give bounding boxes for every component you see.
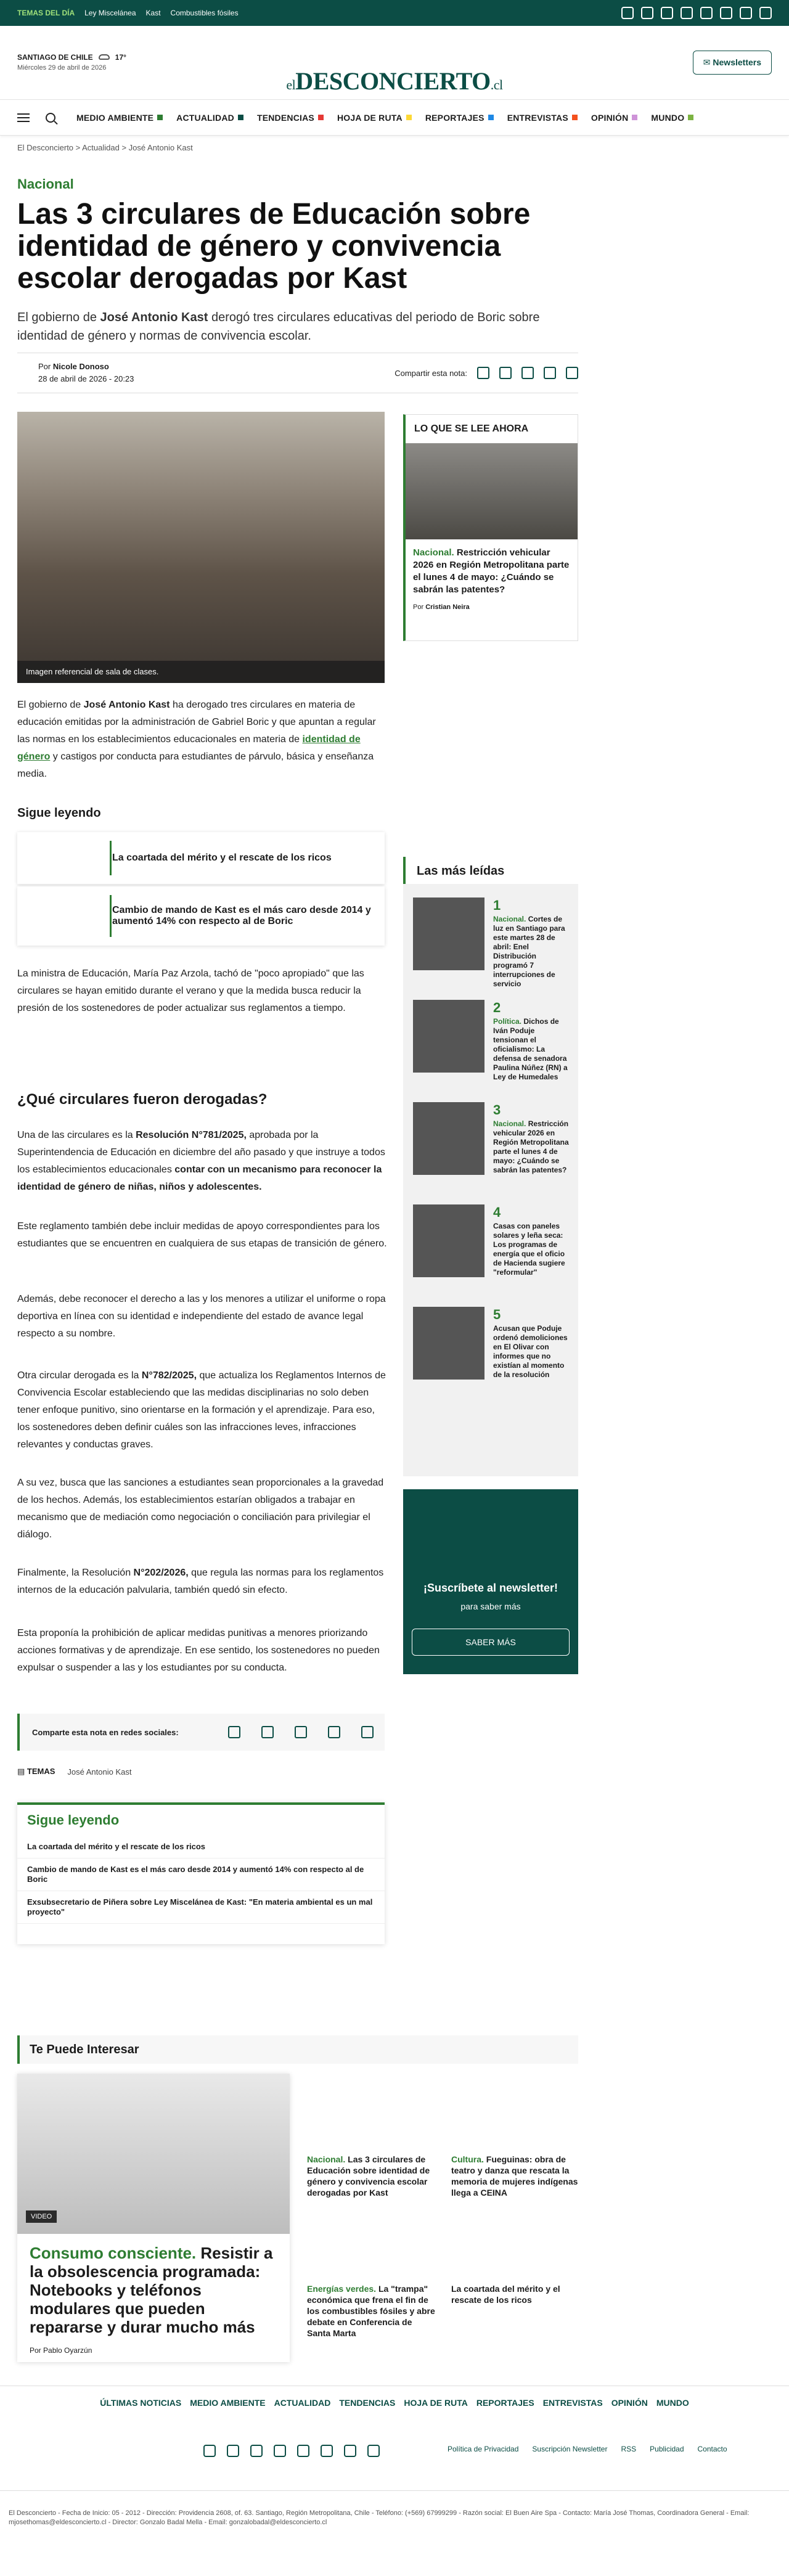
- article-title: Las 3 circulares de Educación sobre identidad de género y convivencia escolar derogadas por Kast: [17, 198, 531, 295]
- story-thumbnail: [413, 1102, 484, 1175]
- footer-social: [203, 2445, 380, 2457]
- legal-text: El Desconcierto - Fecha de Inicio: 05 - 2012 - Dirección: Providencia 2608, of. 63. Santiago, Región Metropolitana, Chile - Teléfono: (+569) 67999299 - Razón social: El Buen Aire Spa - Contacto: María José Thomas, Coordinadora General - Email: mjosethomas@eldesconcierto.cl - Director: Gonzalo Badal Mella - Email: gonzalobadal@eldesconcierto.cl: [9, 2509, 750, 2526]
- mas-leidas: [403, 857, 578, 1476]
- newsletter-title: ¡Suscríbete al newsletter!: [423, 1582, 558, 1594]
- footer-nav-item[interactable]: HOJA DE RUTA: [404, 2398, 468, 2408]
- nav-item[interactable]: OPINIÓN: [591, 113, 638, 123]
- telegram-share-icon[interactable]: [361, 1726, 374, 1738]
- saber-mas-button[interactable]: SABER MÁS: [412, 1629, 570, 1656]
- facebook-share-icon[interactable]: [477, 367, 489, 379]
- ranked-story[interactable]: [413, 898, 571, 988]
- whatsapp-share-icon[interactable]: [521, 367, 534, 379]
- identidad-genero-link[interactable]: identidad de género: [17, 734, 361, 762]
- story-thumbnail: [413, 1307, 484, 1380]
- telegram-share-icon[interactable]: [566, 367, 578, 379]
- newsletter-subtitle: para saber más: [460, 1601, 521, 1611]
- article-subtitle: El gobierno de José Antonio Kast derogó tres circulares educativas del periodo de Boric sobre identidad de género y normas de convivencia escolar.: [17, 311, 540, 343]
- nav-item[interactable]: REPORTAJES: [425, 113, 494, 123]
- instagram-icon[interactable]: [250, 2445, 263, 2457]
- menu-icon[interactable]: [17, 113, 30, 122]
- footer-link[interactable]: Política de Privacidad: [448, 2445, 519, 2453]
- nav-color-marker: [688, 115, 693, 120]
- sigue-leyendo-title: Sigue leyendo: [27, 1812, 120, 1828]
- footer-links: [448, 2445, 727, 2453]
- nav-color-marker: [157, 115, 163, 120]
- social-links: [621, 7, 772, 19]
- paragraph: La ministra de Educación, María Paz Arzola, tachó de "poco apropiado" que las circulares se hayan emitido durante el verano y que la medida busca reducir la presión de los sostenedores de poder actualizar sus reglamentos a tiempo.: [17, 968, 364, 1013]
- hero-image: [17, 412, 385, 683]
- rank-number: 4: [493, 1204, 501, 1220]
- email-share-icon[interactable]: [328, 1726, 340, 1738]
- instagram-icon[interactable]: [661, 7, 673, 19]
- related-link[interactable]: Exsubsecretario de Piñera sobre Ley Miscelánea de Kast: "En materia ambiental es un mal proyecto": [17, 1891, 385, 1924]
- byline: [17, 353, 578, 393]
- footer-nav-item[interactable]: ENTREVISTAS: [542, 2398, 603, 2408]
- youtube-icon[interactable]: [274, 2445, 286, 2457]
- nav-color-marker: [572, 115, 578, 120]
- email-share-icon[interactable]: [544, 367, 556, 379]
- author-name[interactable]: Cristian Neira: [425, 603, 470, 611]
- site-logo[interactable]: elDESCONCIERTO.cl: [286, 67, 503, 95]
- paragraph: Además, debe reconocer el derecho a las y los menores a utilizar el uniforme o ropa deportiva en línea con su identidad e independiente del estado de avance legal respecto a su nombre.: [17, 1294, 386, 1339]
- nav-item[interactable]: ACTUALIDAD: [176, 113, 243, 123]
- video-badge: VIDEO: [26, 2210, 57, 2223]
- whatsapp-share-icon[interactable]: [295, 1726, 307, 1738]
- rank-number: 5: [493, 1307, 501, 1322]
- nav-color-marker: [488, 115, 494, 120]
- paragraph: Finalmente, la Resolución N°202/2026, que regula las normas para los reglamentos internos de la educación palvularia, también quedó sin efecto.: [17, 1568, 384, 1595]
- ranked-story[interactable]: [413, 1307, 571, 1384]
- trending-link[interactable]: Kast: [145, 9, 161, 17]
- paragraph: Otra circular derogada es la N°782/2025, que actualiza los Reglamentos Internos de Convivencia Escolar estableciendo que las medidas disciplinarias no solo deben tener enfoque punitivo, sino orientarse en la formación y el aprendizaje. Para eso, los sostenedores deben definir cuáles son las infracciones leves, infracciones relevantes y conductas graves.: [17, 1370, 386, 1450]
- footer-link[interactable]: RSS: [621, 2445, 637, 2453]
- nav-items: [76, 113, 693, 123]
- temas-label: ▤ TEMAS: [17, 1767, 55, 1776]
- trending-link[interactable]: Ley Miscelánea: [84, 9, 136, 17]
- footer-link[interactable]: Suscripción Newsletter: [532, 2445, 608, 2453]
- facebook-share-icon[interactable]: [228, 1726, 240, 1738]
- related-link[interactable]: La coartada del mérito y el rescate de los ricos: [17, 832, 385, 884]
- trending-link[interactable]: Combustibles fósiles: [170, 9, 239, 17]
- trending-label: TEMAS DEL DÍA: [17, 9, 75, 17]
- tiktok-icon[interactable]: [700, 7, 713, 19]
- youtube-icon[interactable]: [681, 7, 693, 19]
- footer-nav-item[interactable]: MUNDO: [656, 2398, 689, 2408]
- paragraph: Una de las circulares es la Resolución N°781/2025, aprobada por la Superintendencia de Educación en diciembre del año pasado y que instruye a todos los establecimientos educacionales contar con un mecanismo para reconocer la identidad de género de niñas, niños y adolescentes.: [17, 1130, 385, 1192]
- nav-color-marker: [318, 115, 324, 120]
- rank-number: 2: [493, 1000, 501, 1015]
- nav-item[interactable]: HOJA DE RUTA: [337, 113, 412, 123]
- weather-city: SANTIAGO DE CHILE: [17, 53, 93, 62]
- story-thumbnail: [413, 1204, 484, 1277]
- search-icon[interactable]: [46, 113, 55, 123]
- story-headline: Política. Dichos de Iván Poduje tensionan el oficialismo: La defensa de senadora Paulina Núñez (RN) a Ley de Humedales: [493, 1017, 568, 1081]
- x-icon[interactable]: [641, 7, 653, 19]
- article-section[interactable]: Nacional: [17, 176, 74, 192]
- story-headline: Acusan que Poduje ordenó demoliciones en El Olivar con informes que no existían al momento de la resolución: [493, 1324, 568, 1379]
- share-bottom-label: Comparte esta nota en redes sociales:: [32, 1727, 179, 1737]
- footer-nav-item[interactable]: REPORTAJES: [476, 2398, 534, 2408]
- current-date: Miércoles 29 de abril de 2026: [17, 64, 107, 72]
- facebook-icon[interactable]: [621, 7, 634, 19]
- weather-temp: 17°: [115, 53, 126, 62]
- newsletter-button[interactable]: ✉ Newsletters: [693, 51, 772, 75]
- section-heading: ¿Qué circulares fueron derogadas?: [17, 1091, 268, 1108]
- paragraph: El gobierno de José Antonio Kast ha derogado tres circulares en materia de educación emitidas por la administración de Gabriel Boric y que apuntan a regular las normas en los establecimientos educacionales en materia de identidad de género y castigos por conducta para estudiantes de párvulo, básica y enseñanza media.: [17, 700, 376, 779]
- share-top: [394, 367, 578, 379]
- tiktok-icon[interactable]: [297, 2445, 309, 2457]
- ranked-story[interactable]: [413, 1102, 571, 1180]
- nav-color-marker: [238, 115, 243, 120]
- footer-link[interactable]: Contacto: [697, 2445, 727, 2453]
- site-header: [0, 26, 789, 100]
- newsletter-box: [403, 1489, 578, 1674]
- breadcrumb: El Desconcierto > Actualidad > José Antonio Kast: [17, 143, 193, 152]
- rank-number: 1: [493, 898, 501, 913]
- share-label: Compartir esta nota:: [394, 368, 467, 378]
- footer-nav: [0, 2398, 789, 2408]
- nav-color-marker: [632, 115, 637, 120]
- facebook-icon[interactable]: [203, 2445, 216, 2457]
- tema-tag[interactable]: José Antonio Kast: [67, 1767, 132, 1777]
- share-bottom: [17, 1714, 385, 1751]
- story-headline: Nacional. Cortes de luz en Santiago para este martes 28 de abril: Enel Distribución programó 7 interrupciones de servicio: [493, 915, 565, 988]
- paragraph: A su vez, busca que las sanciones a estudiantes sean proporcionales a la gravedad de los hechos. Además, los establecimientos estarían obligados a trabajar en mecanismo que de mediación como negociación o conciliación para privilegiar el diálogo.: [17, 1478, 384, 1540]
- related-link[interactable]: Cambio de mando de Kast es el más caro desde 2014 y aumentó 14% con respecto al de Boric: [17, 1858, 385, 1891]
- story-link[interactable]: Energías verdes. La "trampa" económica que frena el fin de los combustibles fósiles y abre debate en Conferencia de Santa Marta: [307, 2284, 435, 2338]
- image-caption: Imagen referencial de sala de clases.: [17, 661, 385, 683]
- nav-item[interactable]: ENTREVISTAS: [507, 113, 578, 123]
- cloud-icon: [99, 54, 110, 60]
- te-puede-interesar-title: Te Puede Interesar: [17, 2035, 578, 2064]
- footer-nav-item[interactable]: ACTUALIDAD: [274, 2398, 331, 2408]
- story-link[interactable]: Nacional. Las 3 circulares de Educación sobre identidad de género y convivencia escolar derogadas por Kast: [307, 2154, 430, 2198]
- author-link[interactable]: Nicole Donoso: [52, 362, 109, 371]
- ranked-story[interactable]: [413, 1204, 571, 1282]
- news-thumbnail[interactable]: [406, 443, 578, 539]
- story-headline: Casas con paneles solares y leña seca: Los programas de energía que el oficio de Hacienda sugiere "reformular": [493, 1222, 565, 1277]
- threads-icon[interactable]: [720, 7, 732, 19]
- publish-date: 28 de abril de 2026 - 20:23: [38, 374, 134, 383]
- lo-que-se-lee-ahora: LO QUE SE LEE AHORA Nacional. Restricción vehicular 2026 en Región Metropolitana parte el lunes 4 de mayo: ¿Cuándo se sabrán las patentes? Por Cristian Neira: [403, 414, 578, 641]
- bluesky-icon[interactable]: [759, 7, 772, 19]
- footer-nav-item[interactable]: OPINIÓN: [611, 2398, 648, 2408]
- footer-nav-item[interactable]: MEDIO AMBIENTE: [190, 2398, 266, 2408]
- footer-nav-item[interactable]: TENDENCIAS: [339, 2398, 396, 2408]
- featured-story[interactable]: VIDEO Consumo consciente. Resistir a la obsolescencia programada: Notebooks y teléfonos modulares que pueden repararse y durar mucho más Por Pablo Oyarzún: [17, 2074, 290, 2362]
- nav-item[interactable]: MEDIO AMBIENTE: [76, 113, 163, 123]
- story-headline: Nacional. Restricción vehicular 2026 en Región Metropolitana parte el lunes 4 de mayo: ¿Cuándo se sabrán las patentes?: [493, 1119, 569, 1174]
- top-bar: [0, 0, 789, 26]
- paragraph: Esta proponía la prohibición de aplicar medidas punitivas a menores priorizando acciones formativas y de aprendizaje. En ese sentido, los sostenedores no pueden expulsar o suspender a las y los estudiantes por su conducta.: [17, 1628, 380, 1673]
- main-nav: [0, 100, 789, 136]
- classroom-photo: [17, 412, 385, 683]
- widget-title: LO QUE SE LEE AHORA: [414, 423, 529, 434]
- temas: [17, 1767, 131, 1777]
- x-icon[interactable]: [227, 2445, 239, 2457]
- story-link[interactable]: Cultura. Fueguinas: obra de teatro y danza que rescata la memoria de mujeres indígenas llega a CEINA: [451, 2154, 578, 2198]
- news-link[interactable]: Nacional. Restricción vehicular 2026 en Región Metropolitana parte el lunes 4 de mayo: ¿Cuándo se sabrán las patentes?: [413, 547, 570, 595]
- tiktok-alt-icon[interactable]: [344, 2445, 356, 2457]
- bluesky-icon[interactable]: [367, 2445, 380, 2457]
- author-info: Por Nicole Donoso 28 de abril de 2026 - 20:23: [38, 361, 134, 385]
- sigue-leyendo-box: [17, 1802, 385, 1944]
- x-share-icon[interactable]: [499, 367, 512, 379]
- story-thumbnail: [413, 898, 484, 970]
- tiktok-alt-icon[interactable]: [740, 7, 752, 19]
- mas-leidas-title: Las más leídas: [403, 857, 578, 884]
- paragraph: Este reglamento también debe incluir medidas de apoyo correspondientes para los estudiantes que se encuentren en cualquiera de sus etapas de transición de género.: [17, 1221, 387, 1249]
- story-thumbnail: [413, 1000, 484, 1073]
- related-link[interactable]: La coartada del mérito y el rescate de los ricos: [17, 1836, 385, 1858]
- nav-item[interactable]: TENDENCIAS: [257, 113, 324, 123]
- featured-image: [17, 2074, 290, 2234]
- ranked-story[interactable]: [413, 1000, 571, 1081]
- nav-item[interactable]: MUNDO: [651, 113, 693, 123]
- weather-widget: [17, 52, 126, 73]
- sigue-leyendo-heading: Sigue leyendo: [17, 806, 101, 820]
- x-share-icon[interactable]: [261, 1726, 274, 1738]
- story-link[interactable]: La coartada del mérito y el rescate de los ricos: [451, 2284, 560, 2305]
- related-link[interactable]: Cambio de mando de Kast es el más caro desde 2014 y aumentó 14% con respecto al de Boric: [17, 886, 385, 946]
- nav-color-marker: [406, 115, 412, 120]
- footer-link[interactable]: Publicidad: [650, 2445, 684, 2453]
- rank-number: 3: [493, 1102, 501, 1118]
- footer-nav-item[interactable]: ÚLTIMAS NOTICIAS: [100, 2398, 182, 2408]
- trending-topics: [17, 9, 239, 17]
- threads-icon[interactable]: [321, 2445, 333, 2457]
